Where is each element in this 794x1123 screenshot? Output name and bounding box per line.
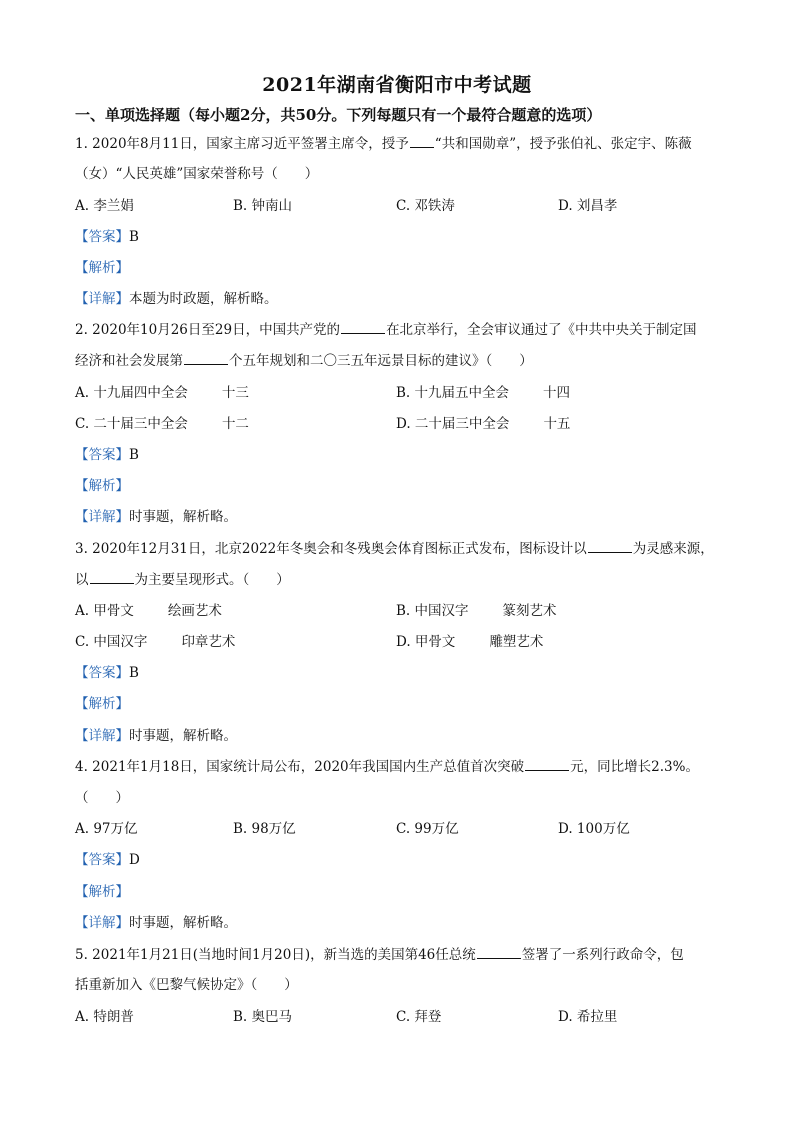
answer-bracket-open: 【 xyxy=(75,229,89,245)
q5-stem-line2: 括重新加入《巴黎气候协定》（ ） xyxy=(75,977,298,993)
q2-option-d xyxy=(396,415,570,433)
q1-detail xyxy=(75,290,278,308)
q1-blank xyxy=(410,135,434,148)
q2-blank-2 xyxy=(184,352,228,365)
q1-stem-part-b: “共和国勋章”，授予张伯礼、张定宇、陈薇 xyxy=(434,136,692,152)
q3-option-c-value: 印章艺术 xyxy=(181,634,236,650)
q2-stem-part-c: 经济和社会发展第 xyxy=(75,353,183,369)
q5-stem-part-a: 5. 2021年1月21日(当地时间1月20日)，新当选的美国第46任总统 xyxy=(75,947,476,963)
q5-stem-part-b: 签署了一系列行政命令，包 xyxy=(521,947,684,963)
q2-option-d-text: D. 二十届三中全会 xyxy=(396,416,510,432)
q3-option-d xyxy=(396,633,543,651)
answer-bracket-close: 】 xyxy=(115,665,129,681)
q3-option-c xyxy=(75,633,235,651)
q2-option-c-text: C. 二十届三中全会 xyxy=(75,416,188,432)
q3-answer xyxy=(75,664,139,682)
q4-option-a: A. 97万亿 xyxy=(75,821,138,837)
q2-stem-part-b: 在北京举行，全会审议通过了《中共中央关于制定国 xyxy=(386,322,697,338)
q1-option-c: C. 邓铁涛 xyxy=(396,198,455,214)
q2-option-c-value: 十二 xyxy=(221,416,249,432)
detail-label: 【详解】 xyxy=(75,291,129,307)
q5-stem-line1 xyxy=(75,946,684,964)
detail-label: 【详解】 xyxy=(75,728,129,744)
q3-stem-part-c: 以 xyxy=(75,572,89,588)
detail-label: 【详解】 xyxy=(75,915,129,931)
answer-bracket-open: 【 xyxy=(75,665,89,681)
q3-option-a-value: 绘画艺术 xyxy=(167,603,222,619)
q4-stem-part-a: 4. 2021年1月18日，国家统计局公布，2020年我国国内生产总值首次突破 xyxy=(75,759,525,775)
q4-answer xyxy=(75,851,140,869)
q3-option-a-text: A. 甲骨文 xyxy=(75,603,134,619)
q2-detail-text: 时事题，解析略。 xyxy=(129,509,237,525)
answer-label: 答案 xyxy=(88,852,116,868)
q2-option-b-text: B. 十九届五中全会 xyxy=(396,385,510,401)
q4-stem-line2: （ ） xyxy=(75,790,129,806)
q1-answer xyxy=(75,228,139,246)
q2-stem-part-a: 2. 2020年10月26日至29日，中国共产党的 xyxy=(75,322,341,338)
q4-answer-value: D xyxy=(129,852,140,868)
q1-option-a: A. 李兰娟 xyxy=(75,198,134,214)
q1-detail-text: 本题为时政题，解析略。 xyxy=(129,291,278,307)
q4-detail-text: 时事题，解析略。 xyxy=(129,915,237,931)
answer-bracket-close: 】 xyxy=(115,447,129,463)
q3-answer-value: B xyxy=(129,665,139,681)
q3-option-a xyxy=(75,602,222,620)
q2-option-b-value: 十四 xyxy=(543,385,571,401)
q3-option-d-text: D. 甲骨文 xyxy=(396,634,456,650)
q5-option-a: A. 特朗普 xyxy=(75,1009,134,1025)
answer-bracket-close: 】 xyxy=(115,852,129,868)
q5-option-c: C. 拜登 xyxy=(396,1009,442,1025)
q2-option-a xyxy=(75,384,249,402)
q2-option-c xyxy=(75,415,249,433)
q2-stem-line2 xyxy=(75,352,533,370)
q5-blank xyxy=(477,946,521,959)
q2-option-d-value: 十五 xyxy=(543,416,571,432)
q1-answer-value: B xyxy=(129,229,139,245)
q2-option-a-value: 十三 xyxy=(221,385,249,401)
answer-label: 答案 xyxy=(88,447,116,463)
q3-stem-line2 xyxy=(75,571,290,589)
q4-analysis-label: 【解析】 xyxy=(75,884,129,900)
q2-blank-1 xyxy=(341,321,385,334)
q5-option-d: D. 希拉里 xyxy=(558,1009,618,1025)
q1-analysis-label: 【解析】 xyxy=(75,260,129,276)
q2-answer xyxy=(75,446,139,464)
q3-option-d-value: 雕塑艺术 xyxy=(489,634,544,650)
q4-option-d: D. 100万亿 xyxy=(558,821,630,837)
q4-stem-part-b: 元，同比增长2.3%。 xyxy=(570,759,699,775)
q2-detail xyxy=(75,508,237,526)
q3-stem-part-d: 为主要呈现形式。（ ） xyxy=(134,572,290,588)
q3-option-b-value: 篆刻艺术 xyxy=(502,603,557,619)
q4-detail xyxy=(75,914,237,932)
q5-option-b: B. 奥巴马 xyxy=(233,1009,293,1025)
q1-option-b: B. 钟南山 xyxy=(233,198,293,214)
q2-stem-part-d: 个五年规划和二〇三五年远景目标的建议》（ ） xyxy=(229,353,533,369)
q2-answer-value: B xyxy=(129,447,139,463)
section-heading: 一、单项选择题（每小题2分，共50分。下列每题只有一个最符合题意的选项） xyxy=(75,106,602,124)
q4-option-c: C. 99万亿 xyxy=(396,821,459,837)
q3-blank-1 xyxy=(588,540,632,553)
answer-bracket-open: 【 xyxy=(75,447,89,463)
answer-bracket-close: 】 xyxy=(115,229,129,245)
q2-option-b xyxy=(396,384,570,402)
answer-label: 答案 xyxy=(88,665,116,681)
q2-analysis-label: 【解析】 xyxy=(75,478,129,494)
q3-detail-text: 时事题，解析略。 xyxy=(129,728,237,744)
q3-option-b-text: B. 中国汉字 xyxy=(396,603,469,619)
answer-label: 答案 xyxy=(88,229,116,245)
q2-option-a-text: A. 十九届四中全会 xyxy=(75,385,188,401)
detail-label: 【详解】 xyxy=(75,509,129,525)
q3-detail xyxy=(75,727,237,745)
q3-option-c-text: C. 中国汉字 xyxy=(75,634,148,650)
q3-stem-line1 xyxy=(75,540,714,558)
q1-stem-line2: （女）“人民英雄”国家荣誉称号（ ） xyxy=(75,166,319,182)
q1-stem-part-a: 1. 2020年8月11日，国家主席习近平签署主席令，授予 xyxy=(75,136,409,152)
q1-stem-line1 xyxy=(75,135,692,153)
q2-stem-line1 xyxy=(75,321,697,339)
q3-option-b xyxy=(396,602,557,620)
page-title: 2021年湖南省衡阳市中考试题 xyxy=(262,74,532,96)
q4-stem-line1 xyxy=(75,758,699,776)
q4-option-b: B. 98万亿 xyxy=(233,821,296,837)
q3-analysis-label: 【解析】 xyxy=(75,696,129,712)
q3-stem-part-b: 为灵感来源， xyxy=(632,541,714,557)
q3-stem-part-a: 3. 2020年12月31日，北京2022年冬奥会和冬残奥会体育图标正式发布，图标设计以 xyxy=(75,541,587,557)
q1-option-d: D. 刘昌孝 xyxy=(558,198,618,214)
q4-blank xyxy=(525,758,569,771)
answer-bracket-open: 【 xyxy=(75,852,89,868)
q3-blank-2 xyxy=(90,571,134,584)
